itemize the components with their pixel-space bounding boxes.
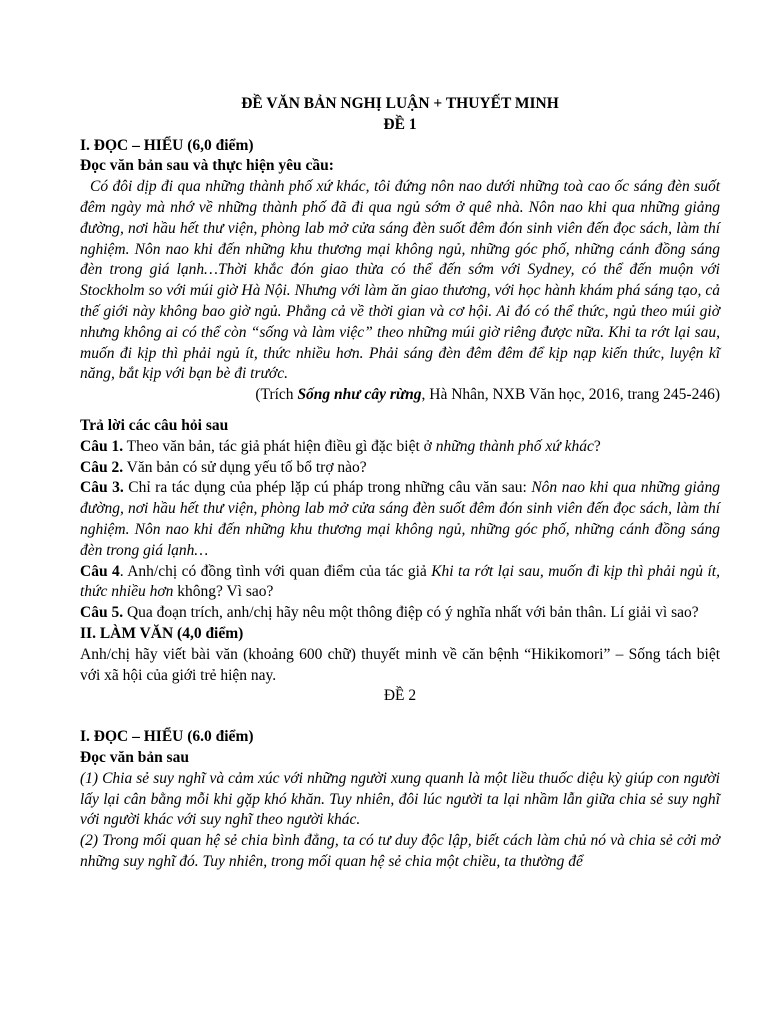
questions-title: Trả lời các câu hỏi sau — [80, 416, 229, 434]
document-title: ĐỀ VĂN BẢN NGHỊ LUẬN + THUYẾT MINH — [241, 95, 559, 112]
de1-citation — [80, 385, 720, 406]
question-5 — [80, 603, 720, 624]
q1-end: ? — [593, 437, 601, 455]
q4-text: . Anh/chị có đồng tình với quan điểm của tác giả — [119, 562, 432, 580]
de2-paragraph-2: (2) Trong mối quan hệ sẻ chia bình đẳng, ta có tư duy độc lập, biết cách làm chủ nó và chia sẻ cởi mở những suy nghĩ đó. Tuy nhiên, trong mối quan hệ sẻ chia một chiều, ta thường để — [80, 832, 720, 870]
q3-italic: Nôn nao khi qua những giảng đường, nơi hầu hết thư viện, phòng lab mở cửa sáng đèn suốt đêm đón sinh viên đến đọc sách, làm thí nghiệm. Nôn nao khi đến những khu thương mại không ngủ, những góc phố, những cánh đồng sáng đèn trong giá lạnh… — [80, 479, 720, 559]
spacer — [80, 707, 720, 727]
q5-text: Qua đoạn trích, anh/chị hãy nêu một thông điệp có ý nghĩa nhất với bản thân. Lí giải vì sao? — [123, 604, 699, 622]
citation-suffix: , Hà Nhân, NXB Văn học, 2016, trang 245-246) — [421, 386, 720, 404]
question-1 — [80, 437, 720, 458]
question-4 — [80, 562, 720, 604]
q4-label: Câu 4 — [80, 562, 120, 580]
question-2 — [80, 458, 720, 479]
de2-part1-title: I. ĐỌC – HIỂU (6.0 điểm) — [80, 728, 254, 746]
de1-heading: ĐỀ 1 — [383, 115, 417, 133]
q1-label: Câu 1. — [80, 437, 124, 455]
citation-prefix: (Trích — [255, 386, 298, 404]
q4-italic: Khi ta rớt lại sau, muốn đi kịp thì phải ngủ ít, thức nhiều hơn — [80, 562, 720, 601]
de1-part2-title: II. LÀM VĂN (4,0 điểm) — [80, 624, 244, 642]
question-3 — [80, 478, 720, 561]
de2-paragraph-1: (1) Chia sẻ suy nghĩ và cảm xúc với những người xung quanh là một liều thuốc diệu kỳ giúp con người lấy lại cân bằng mỗi khi gặp khó khăn. Tuy nhiên, đôi lúc người ta lại nhầm lẫn giữa chia sẻ suy nghĩ với người khác với suy nghĩ theo người khác. — [80, 769, 720, 829]
de2-instruction: Đọc văn bản sau — [80, 748, 189, 766]
q1-italic: những thành phố xứ khác — [435, 437, 594, 455]
de1-passage: Có đôi dịp đi qua những thành phố xứ khác, tôi đứng nôn nao dưới những toà cao ốc sáng đèn suốt đêm ngày mà nhớ về những thành phố đã đi qua ngủ sớm ở quê nhà. Nôn nao khi qua những giảng đường, nơi hầu hết thư viện, phòng lab mở cửa sáng đèn suốt đêm đón sinh viên đến đọc sách, làm thí nghiệm. Nôn nao khi đến những khu thương mại không ngủ, những góc phố, những cánh đồng sáng đèn trong giá lạnh…Thời khắc đón giao thừa có thể đến sớm với Sydney, có thể đến muộn với Stockholm so với múi giờ Hà Nội. Nhưng với làm ăn giao thương, với học hành khám phá sáng tạo, cả thế giới này không bao giờ ngủ. Phẳng cả về thời gian và cơ hội. Ai đó có thể thức, ngủ theo múi giờ nhưng không ai có thể còn “sống và làm việc” theo những múi giờ riêng được nữa. Khi ta rớt lại sau, muốn đi kịp thì phải ngủ ít, thức nhiều hơn. Phải sáng đèn đêm đêm để kịp nạp kiến thức, luyện kĩ năng, bắt kịp với bạn bè đi trước. — [80, 178, 720, 383]
q3-text: Chỉ ra tác dụng của phép lặp cú pháp trong những câu văn sau: — [123, 479, 532, 497]
document-content — [80, 94, 720, 873]
q4-end: không? Vì sao? — [173, 583, 274, 601]
q2-text: Văn bản có sử dụng yếu tố bổ trợ nào? — [123, 458, 367, 476]
citation-book: Sống như cây rừng — [297, 386, 422, 404]
de1-instruction: Đọc văn bản sau và thực hiện yêu cầu: — [80, 157, 334, 175]
de1-essay-prompt: Anh/chị hãy viết bài văn (khoảng 600 chữ) thuyết minh về căn bệnh “Hikikomori” – Sống tách biệt với xã hội của giới trẻ hiện nay. — [80, 645, 720, 684]
q1-text: Theo văn bản, tác giả phát hiện điều gì đặc biệt ở — [123, 437, 436, 455]
q3-label: Câu 3. — [80, 479, 124, 497]
q2-label: Câu 2. — [80, 458, 124, 476]
q5-label: Câu 5. — [80, 604, 124, 622]
de2-heading: ĐỀ 2 — [383, 687, 417, 705]
de1-part1-title: I. ĐỌC – HIỂU (6,0 điểm) — [80, 136, 254, 154]
